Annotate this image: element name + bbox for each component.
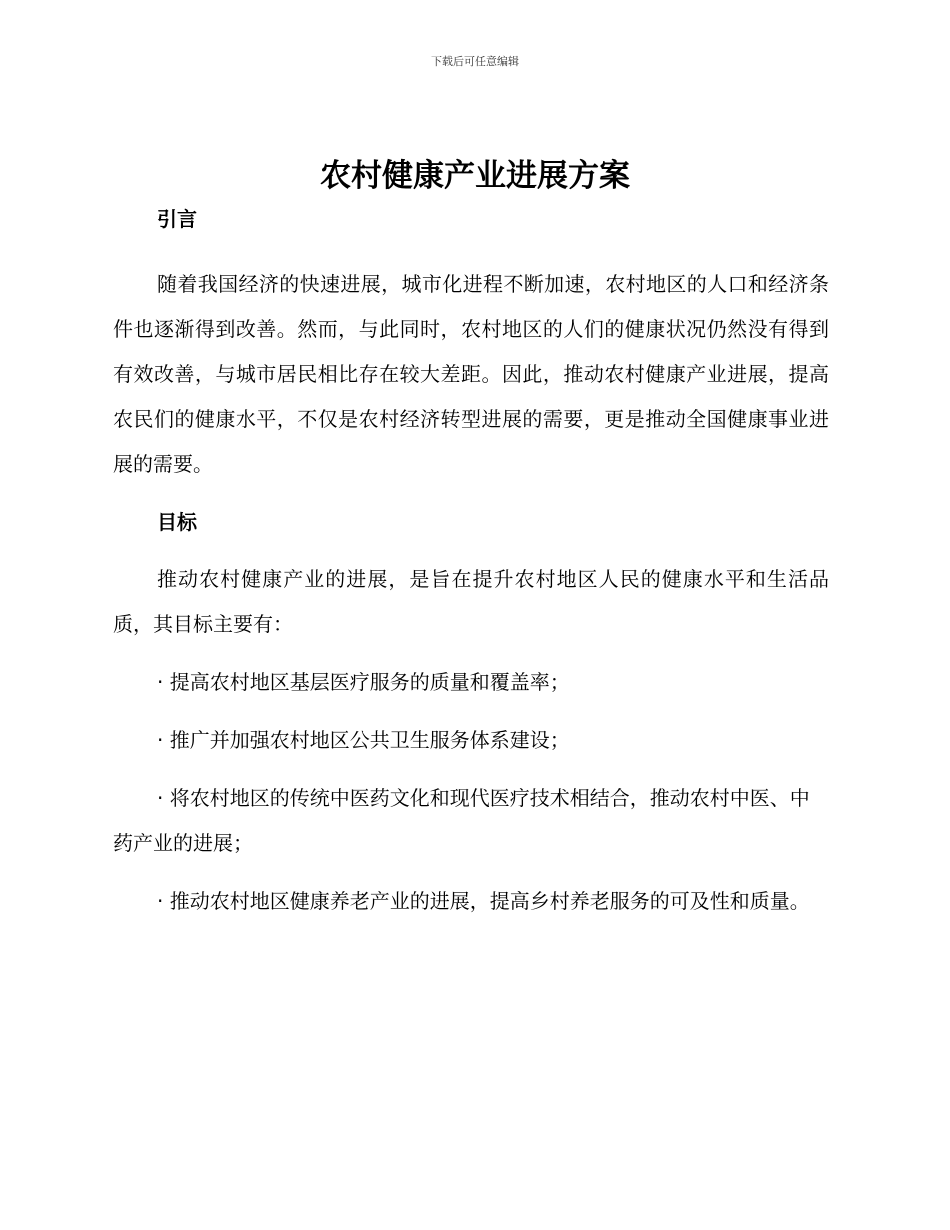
section-heading-intro: 引言 (157, 207, 197, 231)
section-heading-goals: 目标 (157, 510, 197, 534)
goal-bullet-4: · 推动农村地区健康养老产业的进展，提高乡村养老服务的可及性和质量。 (157, 889, 810, 913)
section-goals (113, 507, 829, 924)
document-body (113, 204, 829, 924)
goal-bullet-2: · 推广并加强农村地区公共卫生服务体系建设； (157, 728, 570, 752)
goal-bullet-1: · 提高农村地区基层医疗服务的质量和覆盖率； (157, 670, 570, 694)
goals-paragraph: 推动农村健康产业的进展，是旨在提升农村地区人民的健康水平和生活品质，其目标主要有： (113, 567, 829, 636)
goal-bullet-3: · 将农村地区的传统中医药文化和现代医疗技术相结合，推动农村中医、中药产业的进展； (113, 786, 810, 855)
page-header-note: 下载后可任意编辑 (431, 55, 519, 68)
section-intro (113, 204, 829, 487)
document-title: 农村健康产业进展方案 (320, 158, 630, 194)
intro-paragraph: 随着我国经济的快速进展，城市化进程不断加速，农村地区的人口和经济条件也逐渐得到改善。然而，与此同时，农村地区的人们的健康状况仍然没有得到有效改善，与城市居民相比存在较大差距。因此，推动农村健康产业进展，提高农民们的健康水平，不仅是农村经济转型进展的需要，更是推动全国健康事业进展的需要。 (113, 272, 829, 476)
